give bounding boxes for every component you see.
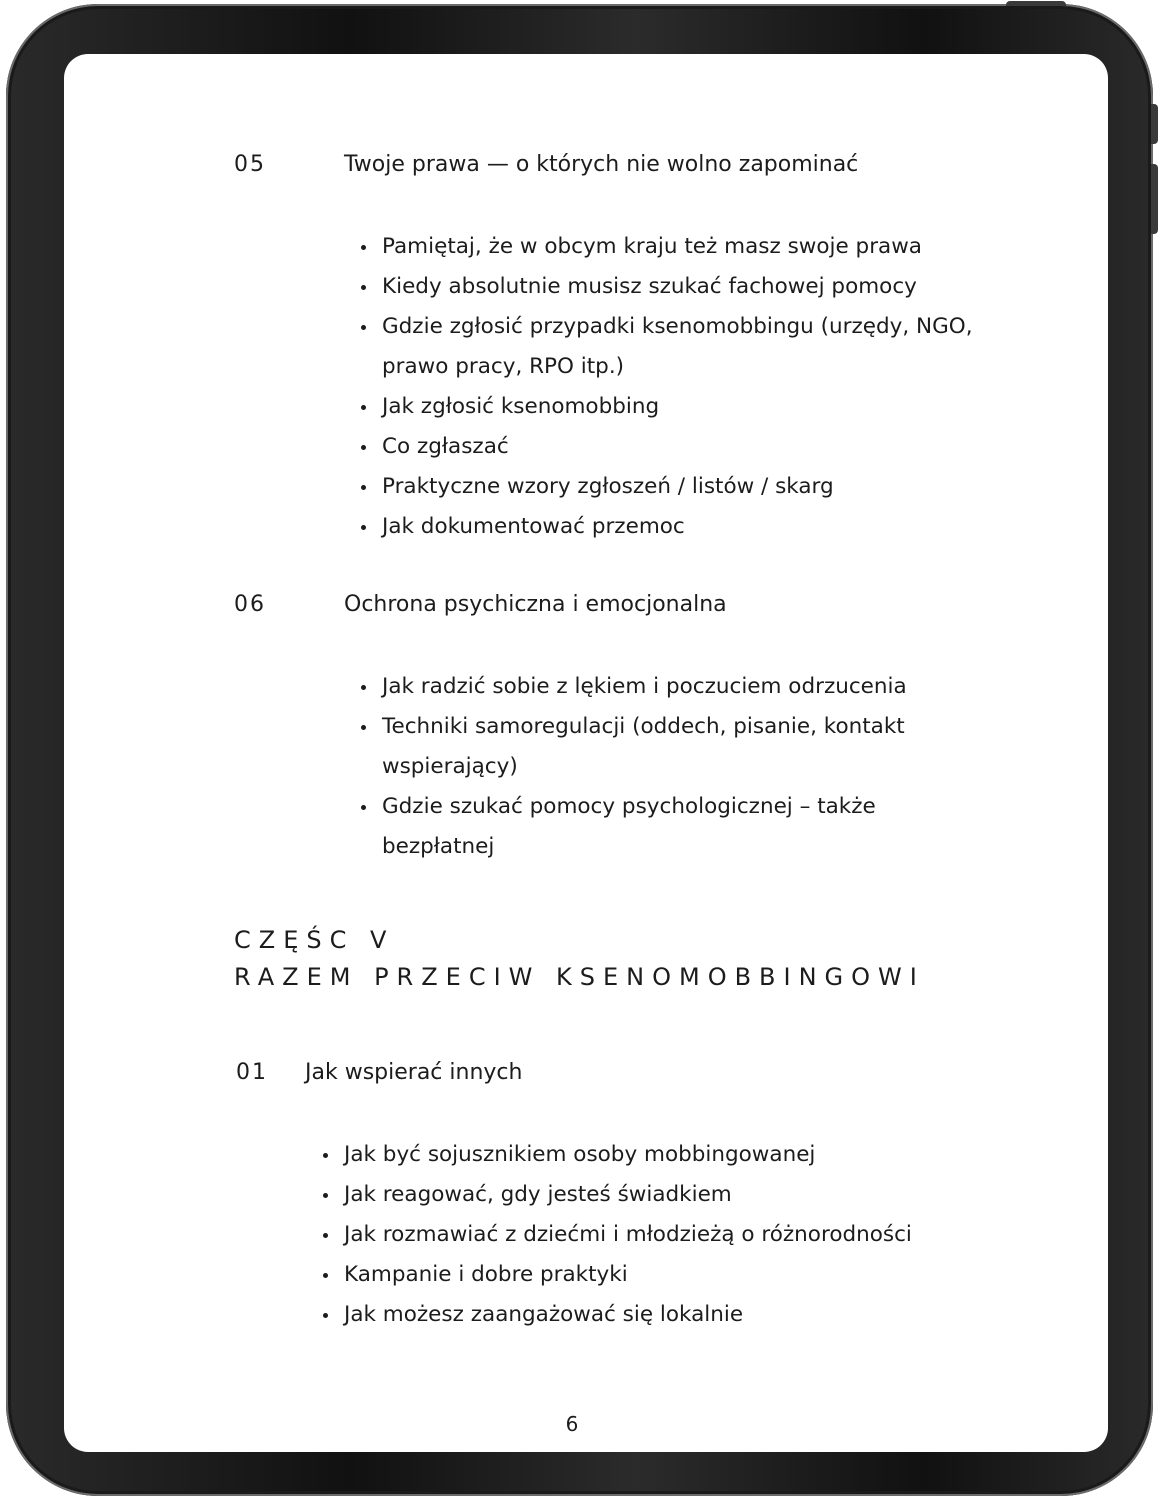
part-section-01-number: 01 [236, 1060, 268, 1085]
list-item: Praktyczne wzory zgłoszeń / listów / skarg [364, 467, 1024, 507]
list-item: Jak rozmawiać z dziećmi i młodzieżą o różnorodności [326, 1215, 1026, 1255]
tablet-frame [6, 4, 1153, 1496]
list-item: Kiedy absolutnie musisz szukać fachowej pomocy [364, 267, 1024, 307]
tablet-top-button [1006, 1, 1066, 6]
list-item: Techniki samoregulacji (oddech, pisanie, kontakt wspierający) [364, 707, 927, 787]
section-06-title: Ochrona psychiczna i emocjonalna [344, 592, 727, 617]
list-item: Gdzie szukać pomocy psychologicznej – także bezpłatnej [364, 787, 912, 867]
part-title [234, 922, 925, 996]
section-05-number: 05 [234, 152, 266, 177]
list-item: Jak reagować, gdy jesteś świadkiem [326, 1175, 1026, 1215]
list-item: Jak zgłosić ksenomobbing [364, 387, 1024, 427]
section-05-title: Twoje prawa — o których nie wolno zapominać [344, 152, 859, 177]
list-item: Jak możesz zaangażować się lokalnie [326, 1295, 1026, 1335]
part-section-01-list [326, 1135, 1026, 1335]
tablet-volume-button [1151, 164, 1158, 234]
tablet-side-button [1151, 104, 1158, 144]
list-item: Jak radzić sobie z lękiem i poczuciem odrzucenia [364, 667, 924, 707]
section-05-list [364, 227, 1024, 547]
list-item: Gdzie zgłosić przypadki ksenomobbingu (urzędy, NGO, prawo pracy, RPO itp.) [364, 307, 1002, 387]
document-page [64, 54, 1108, 1452]
section-06-number: 06 [234, 592, 266, 617]
part-section-01-title: Jak wspierać innych [305, 1060, 523, 1085]
page-number: 6 [565, 1412, 579, 1436]
list-item: Co zgłaszać [364, 427, 1024, 467]
list-item: Kampanie i dobre praktyki [326, 1255, 1026, 1295]
section-06-list [364, 667, 924, 867]
list-item: Jak dokumentować przemoc [364, 507, 1024, 547]
list-item: Jak być sojusznikiem osoby mobbingowanej [326, 1135, 1026, 1175]
part-title-line-2: RAZEM PRZECIW KSENOMOBBINGOWI [234, 963, 925, 991]
part-title-line-1: CZĘŚC V [234, 926, 395, 954]
list-item: Pamiętaj, że w obcym kraju też masz swoje prawa [364, 227, 1024, 267]
